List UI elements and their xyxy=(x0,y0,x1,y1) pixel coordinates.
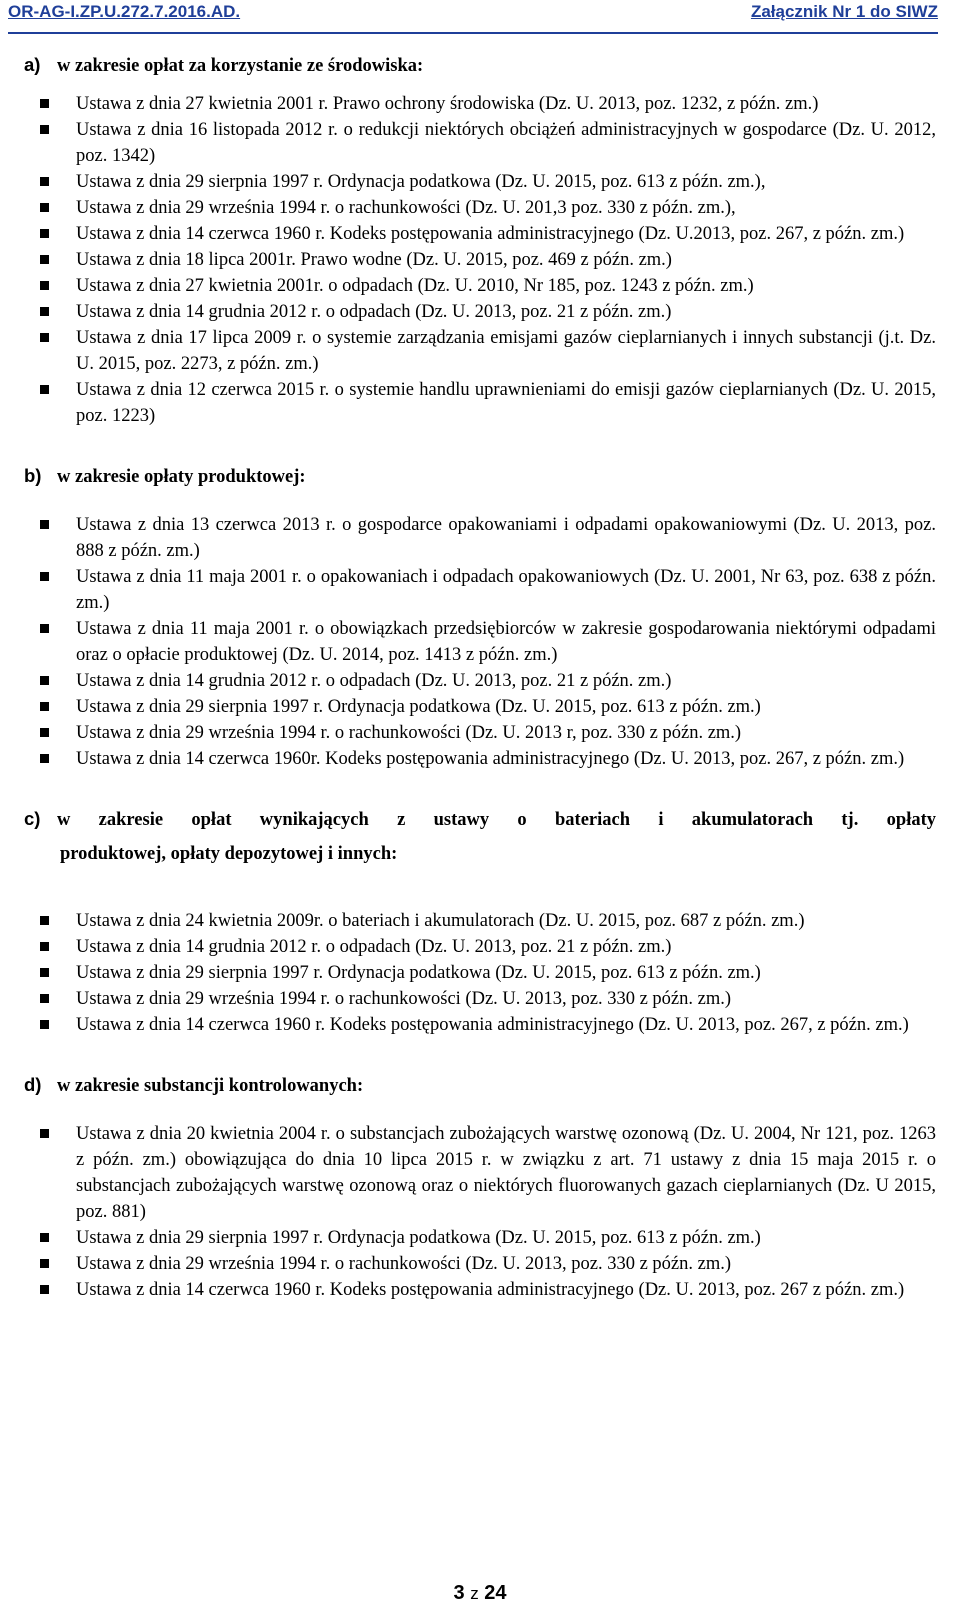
page-current: 3 xyxy=(453,1582,465,1604)
list-item-text: Ustawa z dnia 29 września 1994 r. o rachunkowości (Dz. U. 201,3 poz. 330 z późn. zm.), xyxy=(76,198,736,218)
list-item xyxy=(24,1225,936,1251)
page-number xyxy=(0,1582,960,1605)
bullet-square-icon xyxy=(40,676,49,685)
section-a xyxy=(24,52,936,429)
list-item xyxy=(24,195,936,221)
bullet-square-icon xyxy=(40,255,49,264)
bullet-square-icon xyxy=(40,1259,49,1268)
section-title xyxy=(24,463,936,490)
list-item-text: Ustawa z dnia 29 sierpnia 1997 r. Ordynacja podatkowa (Dz. U. 2015, poz. 613 z późn. zm.) xyxy=(76,1227,761,1248)
list-item-text: Ustawa z dnia 14 grudnia 2012 r. o odpadach (Dz. U. 2013, poz. 21 z późn. zm.) xyxy=(76,936,672,957)
bullet-square-icon xyxy=(40,333,49,342)
list-item-text: Ustawa z dnia 14 grudnia 2012 r. o odpadach (Dz. U. 2013, poz. 21 z późn. zm.) xyxy=(76,671,672,691)
list-item-text: Ustawa z dnia 27 kwietnia 2001r. o odpadach (Dz. U. 2010, Nr 185, poz. 1243 z późn. zm.) xyxy=(76,276,754,296)
page-total: 24 xyxy=(484,1582,507,1604)
section-title-text: w zakresie opłaty produktowej: xyxy=(57,467,306,487)
list-item-text: Ustawa z dnia 13 czerwca 2013 r. o gospodarce opakowaniami i odpadami opakowaniowymi (Dz. U. 2013, poz. 888 z późn. zm.) xyxy=(76,515,936,561)
section-title-text: w zakresie substancji kontrolowanych: xyxy=(57,1075,364,1096)
section-title-continuation: produktowej, opłaty depozytowej i innych: xyxy=(60,844,398,864)
section-title xyxy=(24,806,936,833)
list-item-text: Ustawa z dnia 18 lipca 2001r. Prawo wodne (Dz. U. 2015, poz. 469 z późn. zm.) xyxy=(76,250,672,270)
bullet-square-icon xyxy=(40,125,49,134)
law-list xyxy=(24,91,936,429)
list-item-text: Ustawa z dnia 14 grudnia 2012 r. o odpadach (Dz. U. 2013, poz. 21 z późn. zm.) xyxy=(76,302,672,322)
list-item-text: Ustawa z dnia 29 września 1994 r. o rachunkowości (Dz. U. 2013 r, poz. 330 z późn. zm.) xyxy=(76,723,742,743)
bullet-square-icon xyxy=(40,1285,49,1294)
list-item xyxy=(24,1251,936,1277)
bullet-square-icon xyxy=(40,229,49,238)
list-item-text: Ustawa z dnia 14 czerwca 1960 r. Kodeks postępowania administracyjnego (Dz. U. 2013, poz. 267 z późn. zm.) xyxy=(76,1279,905,1300)
attachment-label: Załącznik Nr 1 do SIWZ xyxy=(750,2,938,21)
bullet-square-icon xyxy=(40,968,49,977)
section-letter: a) xyxy=(24,54,41,75)
bullet-square-icon xyxy=(40,702,49,711)
bullet-square-icon xyxy=(40,728,49,737)
bullet-square-icon xyxy=(40,1129,49,1138)
law-list xyxy=(24,1121,936,1303)
bullet-square-icon xyxy=(40,385,49,394)
list-item-text: Ustawa z dnia 29 września 1994 r. o rachunkowości (Dz. U. 2013, poz. 330 z późn. zm.) xyxy=(76,988,732,1009)
section-letter: d) xyxy=(24,1073,42,1095)
page-header xyxy=(8,0,938,34)
list-item-text: Ustawa z dnia 24 kwietnia 2009r. o bateriach i akumulatorach (Dz. U. 2015, poz. 687 z późn. zm.) xyxy=(76,910,805,931)
list-item xyxy=(24,960,936,986)
section-d xyxy=(24,1072,936,1303)
list-item xyxy=(24,512,936,564)
section-title-text: w zakresie opłat za korzystanie ze środowiska: xyxy=(57,56,424,76)
list-item xyxy=(24,325,936,377)
list-item-text: Ustawa z dnia 11 maja 2001 r. o opakowaniach i odpadach opakowaniowych (Dz. U. 2001, Nr 63, poz. 638 z późn. zm.) xyxy=(76,567,936,613)
section-title xyxy=(24,1072,936,1099)
list-item xyxy=(24,1277,936,1303)
list-item xyxy=(24,908,936,934)
list-item xyxy=(24,221,936,247)
list-item xyxy=(24,564,936,616)
section-letter: c) xyxy=(24,808,41,829)
list-item xyxy=(24,247,936,273)
list-item-text: Ustawa z dnia 17 lipca 2009 r. o systemie zarządzania emisjami gazów cieplarnianych i innych substancji (j.t. Dz. U. 2015, poz. 2273, z późn. zm.) xyxy=(76,328,936,374)
bullet-square-icon xyxy=(40,177,49,186)
bullet-square-icon xyxy=(40,916,49,925)
bullet-square-icon xyxy=(40,942,49,951)
section-title-text: w zakresie opłat wynikających z ustawy o bateriach i akumulatorach tj. opłaty xyxy=(57,810,936,830)
list-item xyxy=(24,117,936,169)
bullet-square-icon xyxy=(40,1020,49,1029)
list-item xyxy=(24,986,936,1012)
list-item xyxy=(24,1121,936,1225)
list-item xyxy=(24,273,936,299)
list-item-text: Ustawa z dnia 29 sierpnia 1997 r. Ordynacja podatkowa (Dz. U. 2015, poz. 613 z późn. zm.) xyxy=(76,697,761,717)
law-list xyxy=(24,512,936,772)
list-item-text: Ustawa z dnia 27 kwietnia 2001 r. Prawo ochrony środowiska (Dz. U. 2013, poz. 1232, z późn. zm.) xyxy=(76,94,819,114)
section-b xyxy=(24,463,936,772)
list-item-text: Ustawa z dnia 14 czerwca 1960r. Kodeks postępowania administracyjnego (Dz. U. 2013, poz. 267, z późn. zm.) xyxy=(76,749,905,769)
page-separator: z xyxy=(470,1584,479,1603)
bullet-square-icon xyxy=(40,1233,49,1242)
bullet-square-icon xyxy=(40,281,49,290)
section-title xyxy=(24,52,936,79)
list-item-text: Ustawa z dnia 11 maja 2001 r. o obowiązkach przedsiębiorców w zakresie gospodarowania niektórymi odpadami oraz o opłacie produktowej (Dz. U. 2014, poz. 1413 z późn. zm.) xyxy=(76,619,936,665)
list-item xyxy=(24,668,936,694)
section-letter: b) xyxy=(24,465,42,486)
list-item xyxy=(24,694,936,720)
list-item-text: Ustawa z dnia 14 czerwca 1960 r. Kodeks postępowania administracyjnego (Dz. U.2013, poz. 267, z późn. zm.) xyxy=(76,224,905,244)
bullet-square-icon xyxy=(40,624,49,633)
list-item xyxy=(24,377,936,429)
section-c xyxy=(24,806,936,1038)
list-item-text: Ustawa z dnia 29 września 1994 r. o rachunkowości (Dz. U. 2013, poz. 330 z późn. zm.) xyxy=(76,1253,732,1274)
law-list xyxy=(24,908,936,1038)
list-item xyxy=(24,616,936,668)
list-item xyxy=(24,1012,936,1038)
bullet-square-icon xyxy=(40,520,49,529)
list-item-text: Ustawa z dnia 14 czerwca 1960 r. Kodeks postępowania administracyjnego (Dz. U. 2013, poz. 267, z późn. zm.) xyxy=(76,1014,909,1035)
list-item-text: Ustawa z dnia 20 kwietnia 2004 r. o substancjach zubożających warstwę ozonową (Dz. U. 2004, Nr 121, poz. 1263 z późn. zm.) obowiązująca do dnia 10 lipca 2015 r. w związku z art. 71 ustawy z dnia 15 maja 2015 r. o substancjach zubożających warstwę ozonową oraz o niektórych fluorowanych gazach cieplarnianych (Dz. U 2015, poz. 881) xyxy=(76,1123,936,1222)
bullet-square-icon xyxy=(40,99,49,108)
list-item xyxy=(24,299,936,325)
list-item xyxy=(24,169,936,195)
list-item-text: Ustawa z dnia 29 sierpnia 1997 r. Ordynacja podatkowa (Dz. U. 2015, poz. 613 z późn. zm.), xyxy=(76,172,766,192)
document-reference: OR-AG-I.ZP.U.272.7.2016.AD. xyxy=(8,2,241,21)
list-item-text: Ustawa z dnia 29 sierpnia 1997 r. Ordynacja podatkowa (Dz. U. 2015, poz. 613 z późn. zm.) xyxy=(76,962,761,983)
list-item-text: Ustawa z dnia 16 listopada 2012 r. o redukcji niektórych obciążeń administracyjnych w gospodarce (Dz. U. 2012, poz. 1342) xyxy=(76,120,936,166)
bullet-square-icon xyxy=(40,307,49,316)
list-item xyxy=(24,91,936,117)
bullet-square-icon xyxy=(40,754,49,763)
list-item xyxy=(24,746,936,772)
bullet-square-icon xyxy=(40,203,49,212)
bullet-square-icon xyxy=(40,572,49,581)
list-item-text: Ustawa z dnia 12 czerwca 2015 r. o systemie handlu uprawnieniami do emisji gazów cieplarnianych (Dz. U. 2015, poz. 1223) xyxy=(76,380,936,426)
document-body xyxy=(24,50,936,1303)
bullet-square-icon xyxy=(40,994,49,1003)
list-item xyxy=(24,934,936,960)
list-item xyxy=(24,720,936,746)
